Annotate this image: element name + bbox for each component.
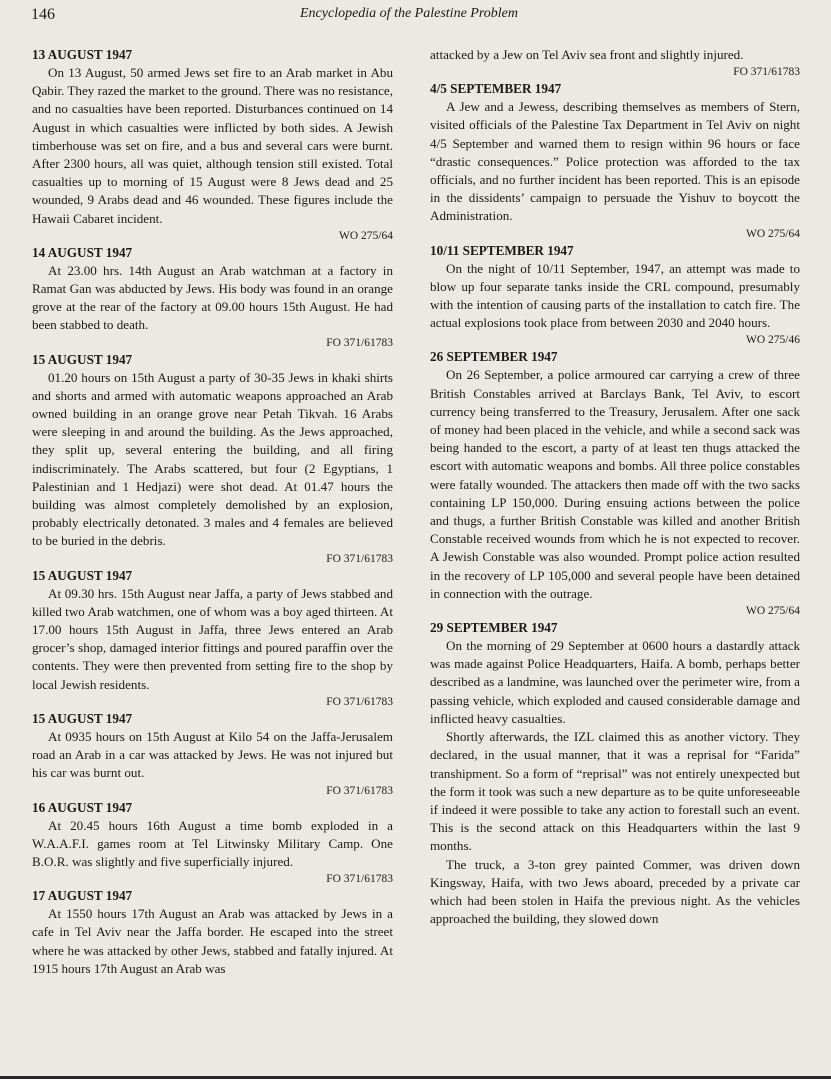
- source-reference: FO 371/61783: [326, 336, 393, 349]
- entry: [32, 799, 393, 888]
- source-reference: FO 371/61783: [733, 66, 800, 79]
- source-reference: FO 371/61783: [326, 784, 393, 797]
- source-reference: FO 371/61783: [326, 873, 393, 886]
- entry-heading: 4/5 SEPTEMBER 1947: [430, 81, 562, 97]
- source-reference: WO 275/64: [746, 605, 800, 618]
- entry-heading: 14 AUGUST 1947: [32, 244, 133, 260]
- entry-paragraph: At 0935 hours on 15th August at Kilo 54 on the Jaffa-Jerusalem road an Arab in a car was attacked by Jews. He was not injured but his car was burnt out.: [32, 728, 393, 781]
- entry: [32, 244, 393, 351]
- entry-heading: 17 AUGUST 1947: [32, 888, 133, 904]
- left-column: [32, 46, 393, 978]
- entry-paragraph: attacked by a Jew on Tel Aviv sea front and slightly injured.: [430, 47, 744, 62]
- entry: [32, 710, 393, 799]
- source-reference: FO 371/61783: [326, 552, 393, 565]
- entry-paragraph: The truck, a 3-ton grey painted Commer, was driven down Kingsway, Haifa, with two Jews aboard, preceded by a private car which had been stolen in Haifa the previous night. As the vehicles approached the building, they slowed down: [430, 856, 800, 927]
- entry: [430, 619, 800, 928]
- entry-paragraph: On 26 September, a police armoured car carrying a crew of three British Constables arrived at Barclays Bank, Tel Aviv, to escort currency being transferred to the Treasury, Jerusalem. After one sack of money had been placed in the vehicle, and while a second sack was being handed to the escort, a party of at least ten thugs attacked the escort with automatic weapons and bombs. All three police constables were fatally wounded. The attackers then made off with the two sacks containing LP 150,000. During ensuing actions between the police and thugs, a further British Constable was killed and another British Constable received wounds from which he is not expected to recover. A Jewish Constable was also wounded. Prompt police action resulted in the recovery of LP 105,000 and several people have been detained in connection with the outrage.: [430, 367, 800, 601]
- entry: [32, 887, 393, 978]
- right-column: [430, 46, 800, 928]
- source-reference: WO 275/46: [746, 334, 800, 347]
- entry-paragraph: Shortly afterwards, the IZL claimed this as another victory. They declared, in the usual manner, that it was a reprisal for “Farida” transhipment. So a form of “reprisal” was not entirely unexpected but the form it took was such a new departure as to be quite unforeseeable if indeed it were possible to take any action to forestall such an event. This is the second attack on this Headquarters within the last 9 months.: [430, 729, 800, 854]
- entry-paragraph: At 23.00 hrs. 14th August an Arab watchman at a factory in Ramat Gan was abducted by Jews. His body was found in an orange grove at the rear of the factory at 09.00 hours 15th August. He had been stabbed to death.: [32, 262, 393, 333]
- source-reference: WO 275/64: [339, 229, 393, 242]
- running-title: Encyclopedia of the Palestine Problem: [300, 6, 518, 21]
- entry-paragraph: At 20.45 hours 16th August a time bomb exploded in a W.A.A.F.I. games room at Tel Litwinsky Military Camp. One B.O.R. was slightly and five superficially injured.: [32, 817, 393, 869]
- source-reference: FO 371/61783: [326, 695, 393, 708]
- entry-heading: 15 AUGUST 1947: [32, 351, 133, 367]
- entry-heading: 26 SEPTEMBER 1947: [430, 349, 558, 365]
- entry: [430, 46, 800, 80]
- entry-heading: 29 SEPTEMBER 1947: [430, 620, 558, 636]
- entry-heading: 10/11 SEPTEMBER 1947: [430, 242, 574, 258]
- entry: [32, 567, 393, 710]
- entry-heading: 15 AUGUST 1947: [32, 710, 133, 726]
- entry-paragraph: At 09.30 hrs. 15th August near Jaffa, a party of Jews stabbed and killed two Arab watchmen, one of whom was a boy aged thirteen. At 17.00 hours 15th August in Jaffa, three Jews entered an Arab grocer’s shop, damaged interior fittings and poured paraffin over the contents. They were then prevented from setting fire to the shop by local Jewish residents.: [32, 585, 393, 692]
- entry-heading: 13 AUGUST 1947: [32, 47, 133, 62]
- entry-paragraph: At 1550 hours 17th August an Arab was attacked by Jews in a cafe in Tel Aviv near the Jaffa border. He escaped into the street where he was attacked by other Jews, stabbed and fatally injured. At 1915 hours 17th August an Arab was: [32, 906, 393, 976]
- page-number: 146: [31, 6, 55, 23]
- entry-heading: 15 AUGUST 1947: [32, 567, 133, 583]
- entry: [32, 46, 393, 244]
- entry: [32, 351, 393, 567]
- entry: [430, 242, 800, 349]
- source-reference: WO 275/64: [746, 227, 800, 240]
- entry-paragraph: 01.20 hours on 15th August a party of 30-35 Jews in khaki shirts and shorts and armed with automatic weapons approached an Arab owned building in an orange grove near Petah Tikvah. 16 Arabs were sleeping in and around the building. As the Jews approached, they split up, several entering the building, and all firing indiscriminately. The Arabs scattered, but four (2 Egyptians, 1 Palestinian and 1 Hedjazi) were shot dead. At 01.47 hours the building was almost completely demolished by an explosion, probably electrically detonated. 3 males and 4 females are believed to be buried in the debris.: [32, 369, 393, 549]
- entry-paragraph: On 13 August, 50 armed Jews set fire to an Arab market in Abu Qabir. They razed the market to the ground. There was no resistance, and no casualties have been reported. Disturbances continued on 14 August in which casualties were inflicted by both sides. A Jewish timberhouse was set on fire, and a bus and several cars were burnt. After 2300 hours, all was quiet, although tension still existed. Total casualties up to morning of 15 August were 8 Jews dead and 25 wounded, 9 Arabs dead and 46 wounded. These figures include the Hawaii Cabaret incident.: [32, 65, 393, 226]
- page-header: [0, 6, 831, 26]
- entry-paragraph: A Jew and a Jewess, describing themselves as members of Stern, visited officials of the Palestine Tax Department in Tel Aviv on night 4/5 September and warned them to resign within 96 hours or face “drastic consequences.” Police protection was afforded to the tax officials, and no further incident has been reported. This is an episode in the dissidents’ campaign to persuade the Yishuv to boycott the Administration.: [430, 99, 800, 224]
- entry-paragraph: On the night of 10/11 September, 1947, an attempt was made to blow up four separate tanks inside the CRL compound, presumably with the intention of causing parts of the installation to catch fire. The actual explosions took place from between 2030 and 2040 hours.: [430, 260, 800, 331]
- entry: [430, 80, 800, 241]
- entry-paragraph: On the morning of 29 September at 0600 hours a dastardly attack was made against Police Headquarters, Haifa. A bomb, perhaps better described as a landmine, was launched over the perimeter wire, from a passing vehicle, which exploded and caused considerable damage and inflicted heavy casualties.: [430, 638, 800, 726]
- entry: [430, 348, 800, 619]
- entry-heading: 16 AUGUST 1947: [32, 799, 133, 815]
